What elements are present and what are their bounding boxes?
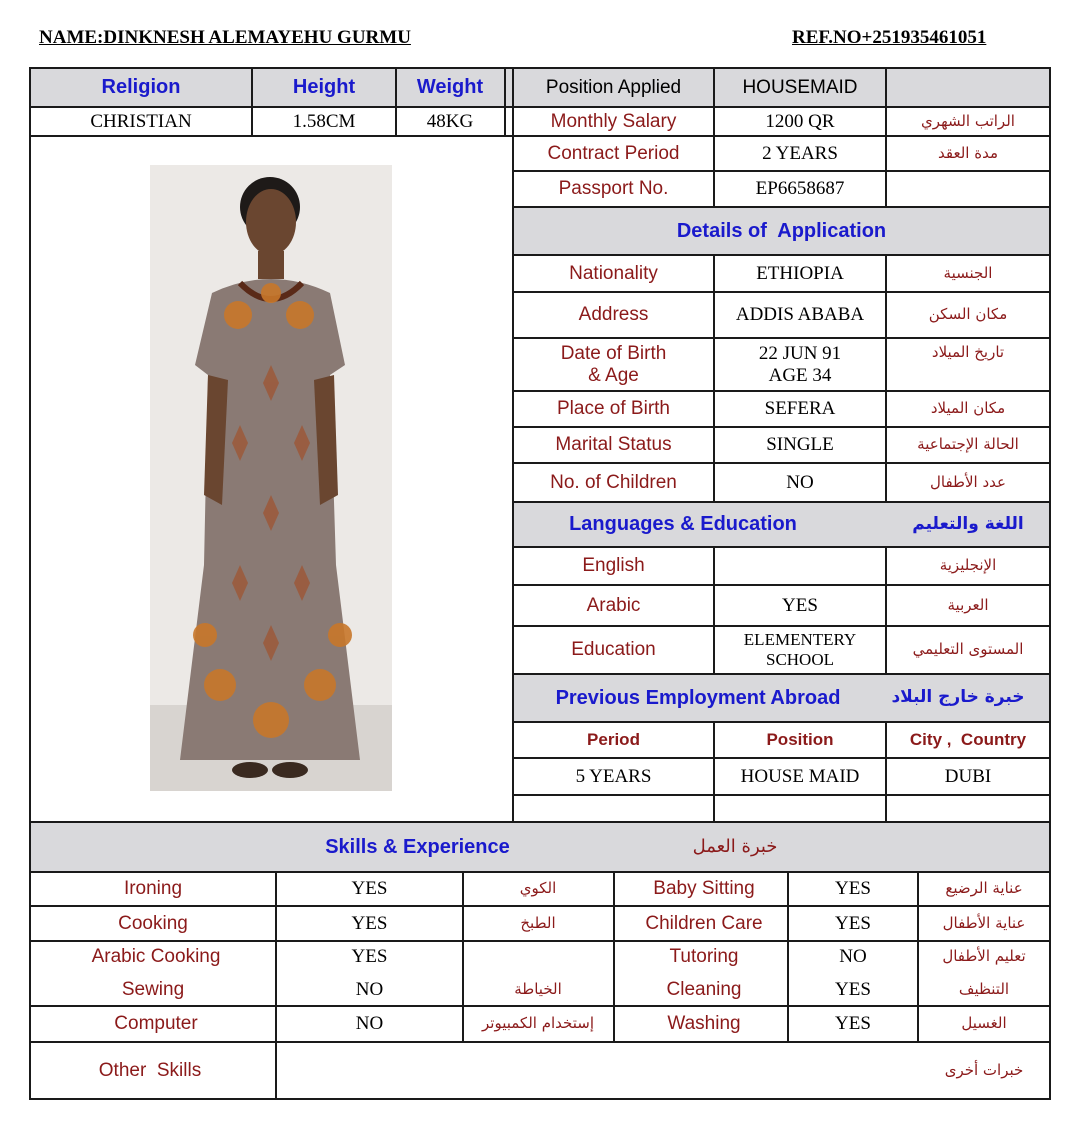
nationality-arabic: الجنسية bbox=[943, 263, 993, 282]
passport-value: EP6658687 bbox=[755, 178, 845, 200]
religion-value: CHRISTIAN bbox=[90, 110, 192, 132]
period-value: 5 YEARS bbox=[575, 765, 652, 787]
contract-arabic: مدة العقد bbox=[938, 143, 998, 162]
position-applied-value: HOUSEMAID bbox=[742, 76, 858, 98]
salary-value: 1200 QR bbox=[765, 110, 835, 132]
skill-washing-arabic: الغسيل bbox=[961, 1014, 1007, 1033]
english-label: English bbox=[582, 555, 645, 577]
skill-washing-value: YES bbox=[835, 1013, 871, 1035]
skill-computer-label: Computer bbox=[114, 1013, 198, 1035]
city-value: DUBI bbox=[944, 765, 992, 787]
weight-value: 48KG bbox=[426, 110, 474, 132]
skill-babysitting-value: YES bbox=[835, 878, 871, 900]
skill-ironing-value: YES bbox=[351, 878, 388, 900]
skill-tutoring-value: NO bbox=[839, 946, 867, 968]
skill-computer-arabic: إستخدام الكمبيوتر bbox=[482, 1014, 594, 1033]
arabic-arabic: العربية bbox=[947, 595, 989, 614]
languages-title: Languages & Education bbox=[569, 513, 797, 535]
skills-title: Skills & Experience bbox=[325, 835, 510, 858]
address-label: Address bbox=[578, 304, 649, 326]
religion-label: Religion bbox=[101, 76, 181, 98]
arabic-label: Arabic bbox=[586, 594, 641, 616]
education-label: Education bbox=[571, 639, 656, 661]
skill-arabiccooking-arabic bbox=[463, 941, 613, 973]
nationality-label: Nationality bbox=[569, 262, 658, 284]
birthplace-arabic: مكان الميلاد bbox=[930, 399, 1006, 418]
position-value: HOUSE MAID bbox=[740, 765, 860, 787]
marital-label: Marital Status bbox=[555, 434, 672, 456]
education-value: ELEMENTERY SCHOOL bbox=[743, 630, 857, 669]
salary-label: Monthly Salary bbox=[550, 110, 677, 132]
skill-cooking-label: Cooking bbox=[118, 912, 188, 934]
details-title: Details of Application bbox=[676, 219, 887, 242]
skill-childrencare-value: YES bbox=[835, 912, 871, 934]
skill-childrencare-label: Children Care bbox=[645, 912, 763, 934]
city-country-header: City , Country bbox=[909, 730, 1027, 750]
address-arabic: مكان السكن bbox=[928, 305, 1008, 324]
skill-cleaning-label: Cleaning bbox=[666, 978, 742, 1000]
children-label: No. of Children bbox=[550, 471, 677, 493]
contract-label: Contract Period bbox=[547, 142, 680, 164]
skill-washing-label: Washing bbox=[667, 1013, 741, 1035]
previous-title: Previous Employment Abroad bbox=[555, 686, 841, 709]
skill-babysitting-label: Baby Sitting bbox=[653, 878, 755, 900]
skill-childrencare-arabic: عناية الأطفال bbox=[942, 913, 1026, 932]
english-arabic: الإنجليزية bbox=[939, 556, 997, 575]
nationality-value: ETHIOPIA bbox=[756, 262, 844, 284]
skill-sewing-value: NO bbox=[355, 978, 384, 1000]
birthplace-label: Place of Birth bbox=[557, 398, 670, 420]
height-value: 1.58CM bbox=[292, 110, 356, 132]
period-header: Period bbox=[587, 730, 640, 750]
skill-ironing-arabic: الكوي bbox=[519, 879, 557, 898]
previous-title-arabic: خبرة خارج البلاد bbox=[891, 687, 1025, 708]
address-value: ADDIS ABABA bbox=[735, 304, 865, 326]
candidate-photo bbox=[150, 165, 392, 791]
skill-sewing-arabic: الخياطة bbox=[514, 979, 562, 998]
skill-tutoring-arabic: تعليم الأطفال bbox=[942, 947, 1026, 966]
position-applied-label: Position Applied bbox=[545, 76, 682, 98]
weight-label: Weight bbox=[416, 76, 484, 98]
children-arabic: عدد الأطفال bbox=[930, 472, 1006, 491]
reference-number: REF.NO+251935461051 bbox=[792, 27, 987, 48]
birthplace-value: SEFERA bbox=[764, 398, 836, 420]
candidate-name: NAME:DINKNESH ALEMAYEHU GURMU bbox=[39, 27, 411, 48]
skill-babysitting-arabic: عناية الرضيع bbox=[945, 879, 1023, 898]
skill-cleaning-value: YES bbox=[835, 978, 871, 1000]
languages-title-arabic: اللغة والتعليم bbox=[912, 513, 1024, 534]
position-header: Position bbox=[766, 730, 834, 750]
skill-cooking-value: YES bbox=[351, 912, 388, 934]
dob-arabic: تاريخ الميلاد bbox=[931, 343, 1005, 362]
passport-label: Passport No. bbox=[558, 178, 669, 200]
dob-value: 22 JUN 91 AGE 34 bbox=[758, 342, 842, 386]
skills-band bbox=[30, 822, 1050, 872]
skill-computer-value: NO bbox=[355, 1013, 384, 1035]
skill-ironing-label: Ironing bbox=[123, 878, 183, 900]
skill-tutoring-label: Tutoring bbox=[669, 946, 739, 968]
marital-arabic: الحالة الإجتماعية bbox=[917, 435, 1019, 454]
salary-arabic: الراتب الشهري bbox=[921, 111, 1015, 130]
english-value bbox=[714, 547, 886, 585]
skill-cleaning-arabic: التنظيف bbox=[958, 979, 1010, 998]
marital-value: SINGLE bbox=[766, 434, 834, 456]
person-illustration bbox=[150, 165, 392, 791]
dob-label: Date of Birth & Age bbox=[560, 342, 667, 386]
skills-title-arabic: خبرة العمل bbox=[692, 835, 778, 857]
other-skills-label: Other Skills bbox=[98, 1059, 202, 1081]
other-skills-arabic: خبرات أخرى bbox=[944, 1060, 1024, 1079]
contract-value: 2 YEARS bbox=[762, 142, 838, 164]
height-label: Height bbox=[292, 76, 356, 98]
skill-cooking-arabic: الطبخ bbox=[520, 913, 556, 932]
arabic-value: YES bbox=[782, 594, 818, 616]
skill-sewing-label: Sewing bbox=[121, 978, 185, 1000]
education-arabic: المستوى التعليمي bbox=[912, 640, 1024, 659]
skill-arabiccooking-value: YES bbox=[351, 946, 388, 968]
children-value: NO bbox=[786, 471, 814, 493]
skill-arabiccooking-label: Arabic Cooking bbox=[91, 946, 221, 968]
